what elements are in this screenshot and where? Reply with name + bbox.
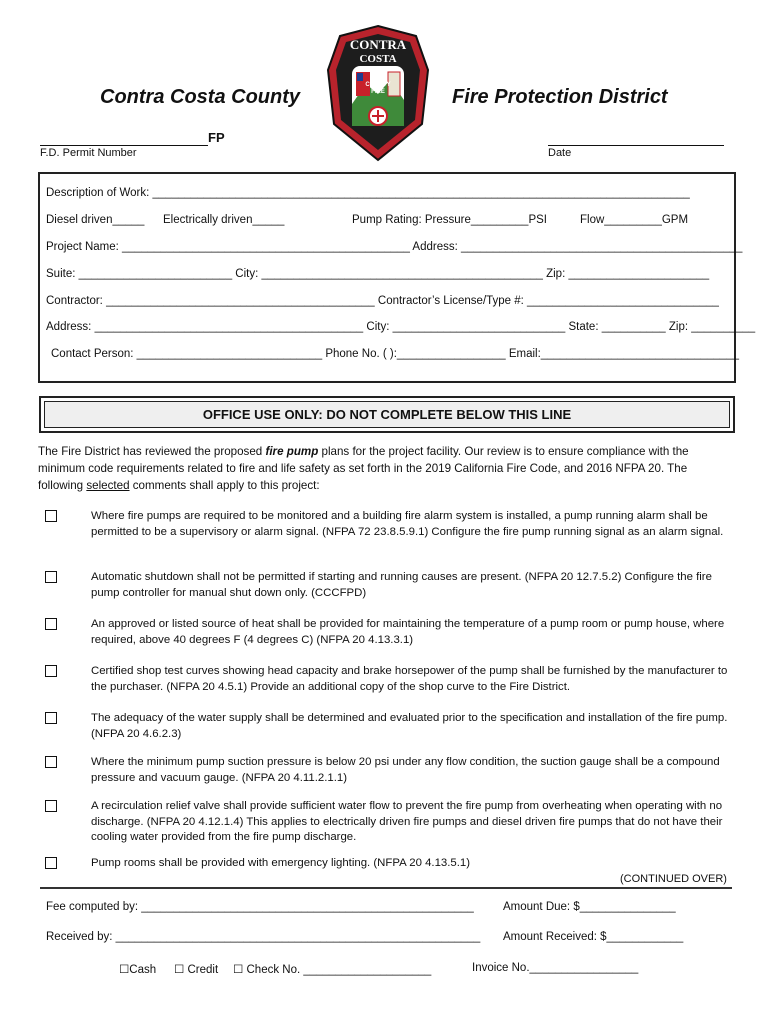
- checklist-item-text: The adequacy of the water supply shall be determined and evaluated prior to the specification and installation of the fire pump. (NFPA 20 4.6.2.3): [91, 712, 728, 740]
- contractor-field[interactable]: Contractor: __________________________________________ Contractor’s License/Type #: ______________________________: [46, 295, 719, 307]
- diesel-driven-field[interactable]: Diesel driven_____: [46, 214, 145, 226]
- logo-inner-line2: FIRE: [371, 89, 385, 95]
- checklist-item-text: Where the minimum pump suction pressure is below 20 psi under any flow condition, the suction gauge shall be a compound pressure and vacuum gauge. (NFPA 20 4.11.2.1.1): [91, 756, 720, 784]
- checklist-item-text: Pump rooms shall be provided with emergency lighting. (NFPA 20 4.13.5.1): [91, 857, 471, 869]
- office-use-banner: [39, 396, 735, 433]
- received-by-field[interactable]: Received by: _________________________________________________________: [46, 931, 481, 943]
- suite-city-zip-field[interactable]: Suite: ________________________ City: ____________________________________________ Zip: ______________________: [46, 268, 710, 280]
- intro-emphasis: fire pump: [265, 445, 319, 458]
- contractor-address-field[interactable]: Address: __________________________________________ City: ___________________________ State: __________ Zip: __________: [46, 321, 756, 333]
- project-name-address-field[interactable]: Project Name: _____________________________________________ Address: ____________________________________________: [46, 241, 743, 253]
- checkbox[interactable]: [45, 665, 57, 677]
- cash-checkbox[interactable]: ☐Cash: [119, 964, 157, 976]
- contact-person-field[interactable]: Contact Person: _____________________________ Phone No. ( ):_________________ Email:_______________________________: [51, 348, 740, 360]
- checkbox[interactable]: [45, 571, 57, 583]
- checklist-item-text: Automatic shutdown shall not be permitted if starting and running causes are present. (NFPA 20 12.7.5.2) Configure the fire pump controller for manual shut down only. (CCCFPD): [91, 571, 712, 599]
- invoice-number-field[interactable]: Invoice No._________________: [472, 962, 639, 974]
- electrically-driven-field[interactable]: Electrically driven_____: [163, 214, 285, 226]
- check-number-field[interactable]: ☐ Check No. ____________________: [233, 964, 432, 976]
- checkbox[interactable]: [45, 800, 57, 812]
- credit-checkbox[interactable]: ☐ Credit: [174, 964, 219, 976]
- logo-top-text: CONTRA: [349, 37, 407, 52]
- amount-due-field[interactable]: Amount Due: $_______________: [503, 901, 676, 913]
- date-label: Date: [548, 147, 572, 159]
- office-use-text: OFFICE USE ONLY: DO NOT COMPLETE BELOW THIS LINE: [44, 401, 730, 428]
- county-title: Contra Costa County: [100, 86, 300, 108]
- permit-label: F.D. Permit Number: [40, 147, 137, 159]
- intro-text-3: comments shall apply to this project:: [129, 479, 320, 492]
- date-field[interactable]: [548, 131, 724, 146]
- pump-pressure-field[interactable]: Pump Rating: Pressure_________PSI: [352, 214, 547, 226]
- contra-costa-fire-logo: [326, 24, 430, 162]
- logo-inner-line1: COUNTY: [365, 82, 391, 88]
- checkbox[interactable]: [45, 510, 57, 522]
- permit-number-field[interactable]: [40, 131, 208, 146]
- checkbox[interactable]: [45, 756, 57, 768]
- intro-selected: selected: [86, 479, 130, 492]
- divider: [40, 887, 732, 889]
- checkbox[interactable]: [45, 618, 57, 630]
- checkbox[interactable]: [45, 857, 57, 869]
- intro-text-1: The Fire District has reviewed the proposed: [38, 445, 266, 458]
- district-title: Fire Protection District: [452, 86, 668, 108]
- logo-mid-text: COSTA: [359, 53, 397, 65]
- pump-flow-field[interactable]: Flow_________GPM: [580, 214, 689, 226]
- checkbox[interactable]: [45, 712, 57, 724]
- checklist-item-text: An approved or listed source of heat shall be provided for maintaining the temperature of a pump room or pump house, where required, above 40 degrees F (4 degrees C) (NFPA 20 4.13.3.1): [91, 618, 725, 646]
- checklist-item-text: Certified shop test curves showing head capacity and brake horsepower of the pump shall be furnished by the manufacturer to the purchaser. (NFPA 20 4.5.1) Provide an additional copy of the shop curve to the Fire District.: [91, 665, 728, 693]
- checklist-item-text: A recirculation relief valve shall provide sufficient water flow to prevent the fire pump from overheating when operating with no discharge. (NFPA 20 4.12.1.4) This applies to electrically driven fire pumps and diesel driven fire pumps that do not have their cooling water provided from the fire pump discharge.: [91, 800, 723, 843]
- fee-computed-by-field[interactable]: Fee computed by: ____________________________________________________: [46, 901, 474, 913]
- amount-received-field[interactable]: Amount Received: $____________: [503, 931, 684, 943]
- checklist-item-text: Where fire pumps are required to be monitored and a building fire alarm system is installed, a pump running alarm shall be permitted to be a supervisory or alarm signal. (NFPA 72 23.8.5.9.1) Configure the fire pump running signal as an alarm signal.: [91, 510, 724, 538]
- intro-paragraph: [38, 443, 732, 494]
- permit-suffix: FP: [208, 130, 225, 145]
- continued-note: (CONTINUED OVER): [620, 873, 727, 885]
- intro-text-2: plans for the project facility. Our review is to ensure compliance with the minimum code requirements related to fire and life safety as set forth in the 2019 California Fire Code, and 2016 NFPA 20. The following: [38, 445, 689, 492]
- description-of-work-field[interactable]: Description of Work: ____________________________________________________________________________________: [46, 187, 690, 199]
